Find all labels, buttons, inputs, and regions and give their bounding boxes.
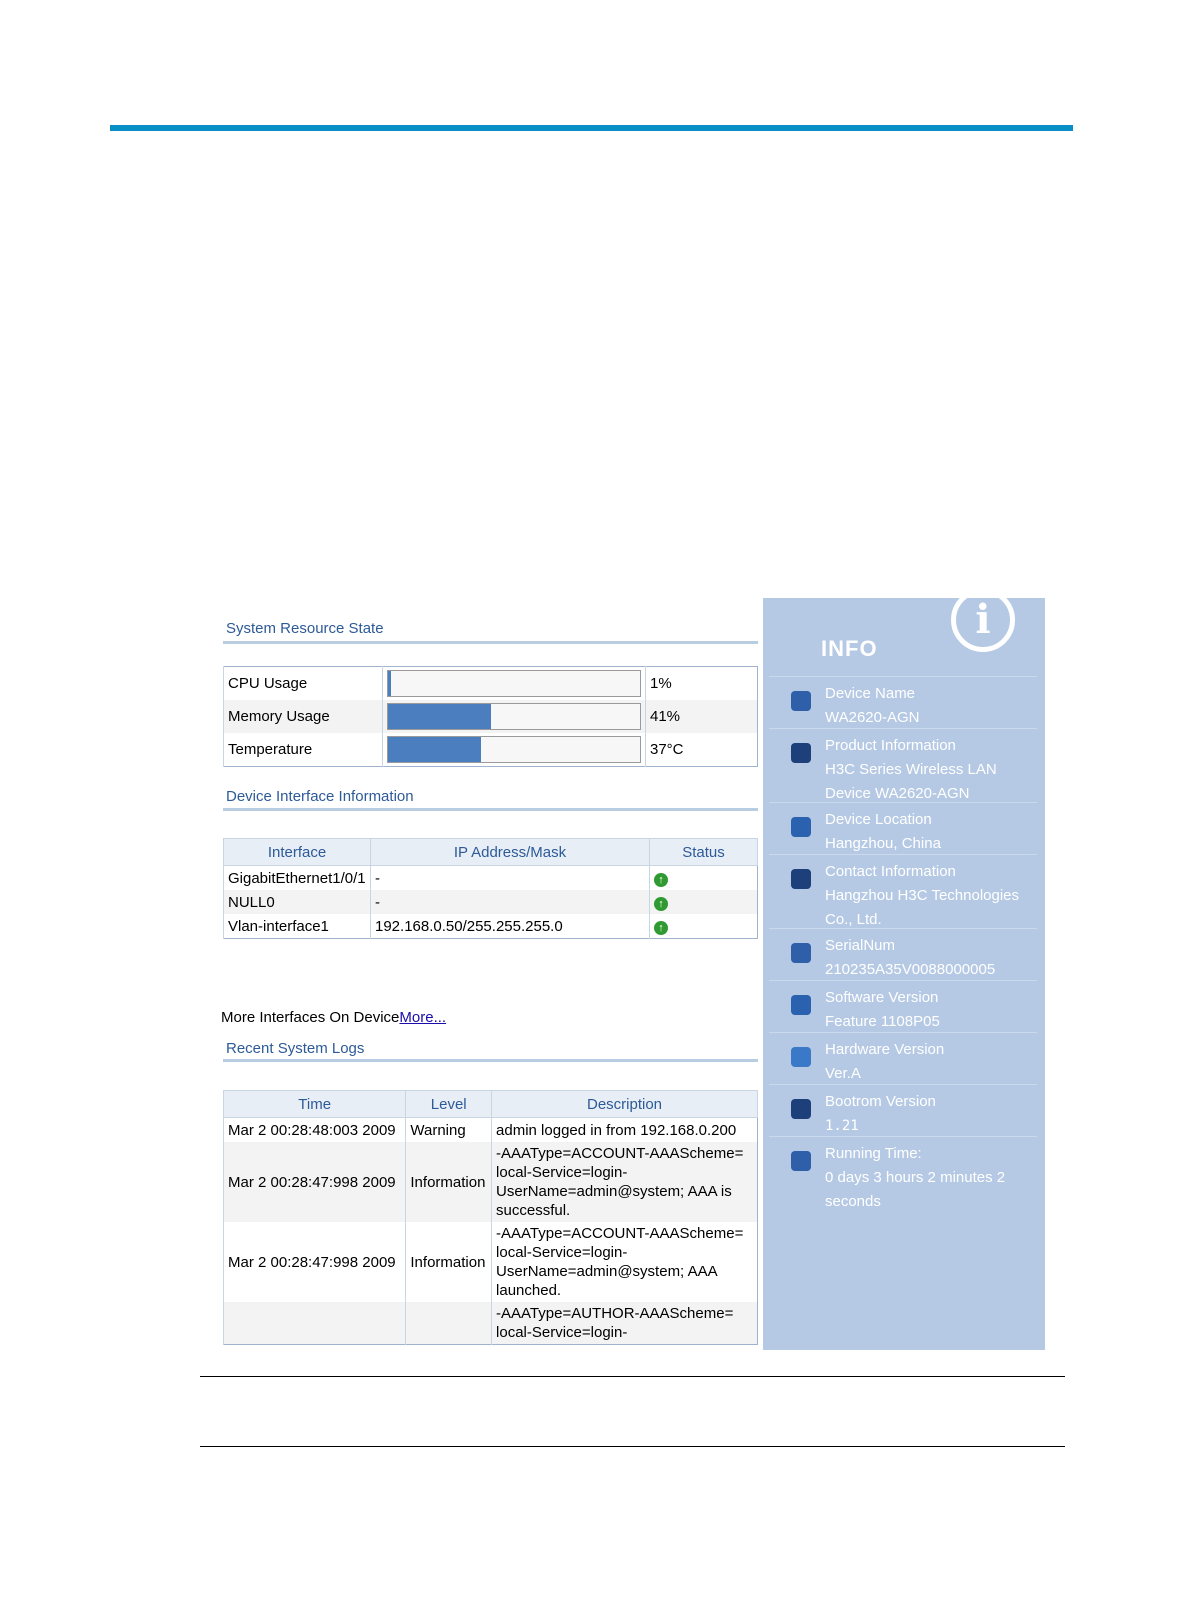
info-item-contact-information	[769, 854, 1037, 929]
header-rule	[110, 125, 1073, 131]
interface-table-header	[224, 839, 758, 866]
resource-section-divider	[223, 641, 758, 644]
log-level: Information	[406, 1222, 492, 1302]
log-description: admin logged in from 192.168.0.200	[492, 1118, 758, 1143]
info-label: Software Version	[825, 989, 939, 1006]
column-header-level: Level	[406, 1091, 492, 1118]
column-header-description: Description	[492, 1091, 758, 1118]
info-value: Feature 1108P05	[825, 1013, 940, 1030]
info-item-bootrom-version	[769, 1084, 1037, 1137]
serial-number-icon	[791, 943, 811, 963]
info-label: Device Name	[825, 685, 916, 702]
resource-label: Temperature	[224, 733, 383, 767]
interface-name: Vlan-interface1	[224, 914, 371, 939]
cpu-usage-bar	[387, 670, 641, 697]
interface-name: GigabitEthernet1/0/1	[224, 866, 371, 891]
info-item-running-time	[769, 1136, 1037, 1211]
table-row	[224, 866, 758, 891]
log-description: -AAAType=ACCOUNT-AAAScheme= local-Service=login- UserName=admin@system; AAA launched.	[492, 1222, 758, 1302]
hardware-version-icon	[791, 1047, 811, 1067]
info-icon: i	[951, 598, 1015, 652]
status-up-icon: ↑	[654, 921, 668, 935]
resource-label: CPU Usage	[224, 667, 383, 701]
column-header-interface: Interface	[224, 839, 371, 866]
interface-name: NULL0	[224, 890, 371, 914]
more-interfaces-link[interactable]: More...	[399, 1009, 447, 1026]
info-item-serial-number	[769, 928, 1037, 981]
table-row	[224, 1302, 758, 1345]
info-value: Hangzhou, China	[825, 835, 941, 852]
resource-value: 41%	[646, 700, 758, 733]
contact-info-icon	[791, 869, 811, 889]
info-value: WA2620-AGN	[825, 709, 920, 726]
table-row	[224, 1118, 758, 1143]
info-label: Running Time:	[825, 1145, 922, 1162]
software-version-icon	[791, 995, 811, 1015]
more-interfaces-line	[221, 1009, 446, 1026]
log-time: Mar 2 00:28:47:998 2009	[224, 1222, 406, 1302]
info-title: INFO	[821, 636, 878, 661]
interface-ip: 192.168.0.50/255.255.255.0	[371, 914, 650, 939]
note-top-rule	[200, 1376, 1065, 1377]
log-time: Mar 2 00:28:48:003 2009	[224, 1118, 406, 1143]
resource-value: 37°C	[646, 733, 758, 767]
resource-value: 1%	[646, 667, 758, 701]
info-value: 1.21	[825, 1118, 859, 1134]
resource-section-title: System Resource State	[226, 620, 384, 637]
resource-row-cpu	[224, 667, 758, 701]
logs-section-title: Recent System Logs	[226, 1040, 365, 1057]
info-value: 0 days 3 hours 2 minutes 2 seconds	[825, 1169, 1006, 1210]
table-row	[224, 890, 758, 914]
device-name-icon	[791, 691, 811, 711]
product-info-icon	[791, 743, 811, 763]
info-label: SerialNum	[825, 937, 896, 954]
system-logs-table	[223, 1090, 758, 1345]
column-header-ip: IP Address/Mask	[371, 839, 650, 866]
temperature-bar-fill	[388, 737, 481, 762]
info-value: H3C Series Wireless LAN Device WA2620-AGN	[825, 761, 997, 802]
info-label: Product Information	[825, 737, 956, 754]
info-value: Hangzhou H3C Technologies Co., Ltd.	[825, 887, 1020, 928]
interface-ip: -	[371, 866, 650, 891]
log-description: -AAAType=AUTHOR-AAAScheme= local-Service=login-	[492, 1302, 758, 1345]
info-label: Hardware Version	[825, 1041, 945, 1058]
more-interfaces-text: More Interfaces On Device	[221, 1009, 400, 1026]
bootrom-version-icon	[791, 1099, 811, 1119]
log-level	[406, 1302, 492, 1345]
log-time	[224, 1302, 406, 1345]
running-time-icon	[791, 1151, 811, 1171]
logs-section-divider	[223, 1059, 758, 1062]
info-label: Contact Information	[825, 863, 956, 880]
table-row	[224, 1142, 758, 1222]
table-row	[224, 914, 758, 939]
column-header-time: Time	[224, 1091, 406, 1118]
note-bottom-rule	[200, 1446, 1065, 1447]
memory-usage-bar-fill	[388, 704, 491, 729]
interface-section-divider	[223, 808, 758, 811]
info-item-hardware-version	[769, 1032, 1037, 1085]
resource-row-temperature	[224, 733, 758, 767]
info-value: 210235A35V0088000005	[825, 961, 996, 978]
info-label: Bootrom Version	[825, 1093, 936, 1110]
log-level: Information	[406, 1142, 492, 1222]
device-summary-screenshot	[215, 598, 1045, 1350]
device-location-icon	[791, 817, 811, 837]
interface-section-title: Device Interface Information	[226, 788, 414, 805]
interface-table	[223, 838, 758, 939]
column-header-status: Status	[650, 839, 758, 866]
info-value: Ver.A	[825, 1065, 861, 1082]
resource-label: Memory Usage	[224, 700, 383, 733]
log-time: Mar 2 00:28:47:998 2009	[224, 1142, 406, 1222]
info-item-device-name	[769, 676, 1037, 729]
resource-table	[223, 666, 758, 767]
status-up-icon: ↑	[654, 897, 668, 911]
log-description: -AAAType=ACCOUNT-AAAScheme= local-Service=login- UserName=admin@system; AAA is successful.	[492, 1142, 758, 1222]
info-item-product-information	[769, 728, 1037, 803]
info-item-software-version	[769, 980, 1037, 1033]
log-level: Warning	[406, 1118, 492, 1143]
interface-ip: -	[371, 890, 650, 914]
info-panel	[763, 598, 1045, 1350]
table-row	[224, 1222, 758, 1302]
temperature-bar	[387, 736, 641, 763]
status-up-icon: ↑	[654, 873, 668, 887]
cpu-usage-bar-fill	[388, 671, 391, 696]
memory-usage-bar	[387, 703, 641, 730]
info-item-device-location	[769, 802, 1037, 855]
resource-row-memory	[224, 700, 758, 733]
logs-table-header	[224, 1091, 758, 1118]
info-label: Device Location	[825, 811, 932, 828]
